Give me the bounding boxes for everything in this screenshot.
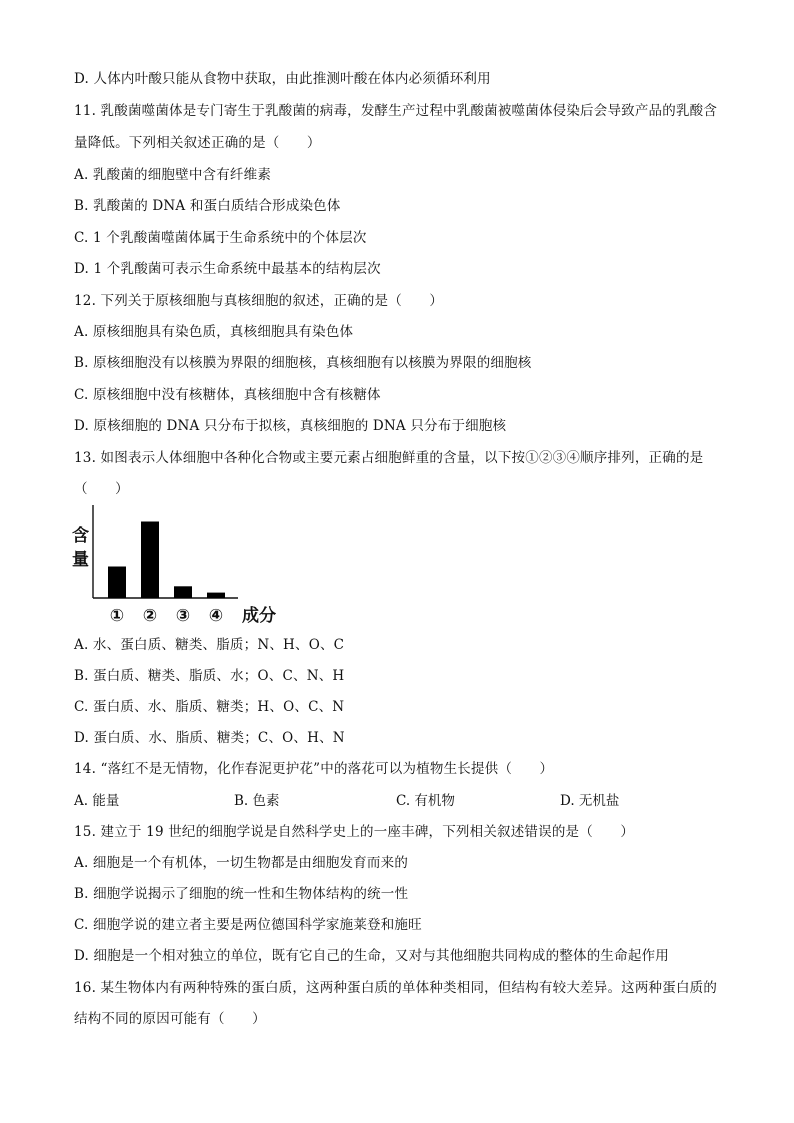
- tick-label-1: ①: [109, 606, 125, 626]
- q14-option-b: B. 色素: [234, 793, 280, 809]
- tick-label-4: ④: [208, 606, 224, 626]
- q13-option-b: B. 蛋白质、糖类、脂质、水；O、C、N、H: [74, 668, 345, 684]
- bar-2: [141, 522, 159, 599]
- q12-option-c: C. 原核细胞中没有核糖体，真核细胞中含有核糖体: [74, 387, 381, 403]
- bar-3: [174, 586, 192, 598]
- chart-ylabel-char-1: 含: [72, 526, 89, 546]
- q10-option-d: D. 人体内叶酸只能从食物中获取，由此推测叶酸在体内必须循环利用: [74, 71, 491, 87]
- q13-option-a: A. 水、蛋白质、糖类、脂质；N、H、O、C: [74, 637, 345, 653]
- q15-option-b: B. 细胞学说揭示了细胞的统一性和生物体结构的统一性: [74, 886, 409, 902]
- q13-stem-line2: （ ）: [74, 481, 129, 497]
- q12-option-b: B. 原核细胞没有以核膜为界限的细胞核，真核细胞有以核膜为界限的细胞核: [74, 355, 532, 371]
- q13-option-d: D. 蛋白质、水、脂质、糖类；C、O、H、N: [74, 730, 345, 746]
- q14-option-c: C. 有机物: [396, 793, 455, 809]
- q15-option-a: A. 细胞是一个有机体，一切生物都是由细胞发育而来的: [74, 855, 409, 871]
- q11-option-d: D. 1 个乳酸菌可表示生命系统中最基本的结构层次: [74, 261, 381, 277]
- q13-option-c: C. 蛋白质、水、脂质、糖类；H、O、C、N: [74, 699, 345, 715]
- q12-option-a: A. 原核细胞具有染色质，真核细胞具有染色体: [74, 324, 354, 340]
- q16-stem-line2: 结构不同的原因可能有（ ）: [74, 1011, 266, 1027]
- q12-stem: 12. 下列关于原核细胞与真核细胞的叙述，正确的是（ ）: [74, 293, 444, 309]
- q11-stem-line2: 量降低。下列相关叙述正确的是（ ）: [74, 135, 321, 151]
- q13-stem-line1: 13. 如图表示人体细胞中各种化合物或主要元素占细胞鲜重的含量，以下按①②③④顺序排列，正确的是: [74, 450, 704, 466]
- tick-label-3: ③: [175, 606, 191, 626]
- bar-4: [207, 593, 225, 598]
- q15-option-d: D. 细胞是一个相对独立的单位，既有它自己的生命，又对与其他细胞共同构成的整体的生命起作用: [74, 948, 669, 964]
- bar-chart: [68, 505, 298, 630]
- q14-option-d: D. 无机盐: [560, 793, 620, 809]
- chart-ylabel-char-2: 量: [72, 550, 89, 570]
- q14-stem: 14. “落红不是无情物，化作春泥更护花”中的落花可以为植物生长提供（ ）: [74, 761, 554, 777]
- bar-1: [108, 567, 126, 599]
- q11-stem-line1: 11. 乳酸菌噬菌体是专门寄生于乳酸菌的病毒，发酵生产过程中乳酸菌被噬菌体侵染后会导致产品的乳酸含: [74, 103, 718, 119]
- q14-options: [74, 789, 734, 807]
- q15-option-c: C. 细胞学说的建立者主要是两位德国科学家施莱登和施旺: [74, 917, 422, 933]
- q16-stem-line1: 16. 某生物体内有两种特殊的蛋白质，这两种蛋白质的单体种类相同，但结构有较大差异。这两种蛋白质的: [74, 980, 718, 996]
- q12-option-d: D. 原核细胞的 DNA 只分布于拟核，真核细胞的 DNA 只分布于细胞核: [74, 418, 507, 434]
- q11-option-b: B. 乳酸菌的 DNA 和蛋白质结合形成染色体: [74, 198, 341, 214]
- q14-option-a: A. 能量: [74, 793, 120, 809]
- chart-xlabel: 成分: [242, 606, 276, 626]
- q11-option-a: A. 乳酸菌的细胞壁中含有纤维素: [74, 167, 272, 183]
- q15-stem: 15. 建立于 19 世纪的细胞学说是自然科学史上的一座丰碑，下列相关叙述错误的是（ ）: [74, 824, 635, 840]
- q11-option-c: C. 1 个乳酸菌噬菌体属于生命系统中的个体层次: [74, 230, 367, 246]
- tick-label-2: ②: [142, 606, 158, 626]
